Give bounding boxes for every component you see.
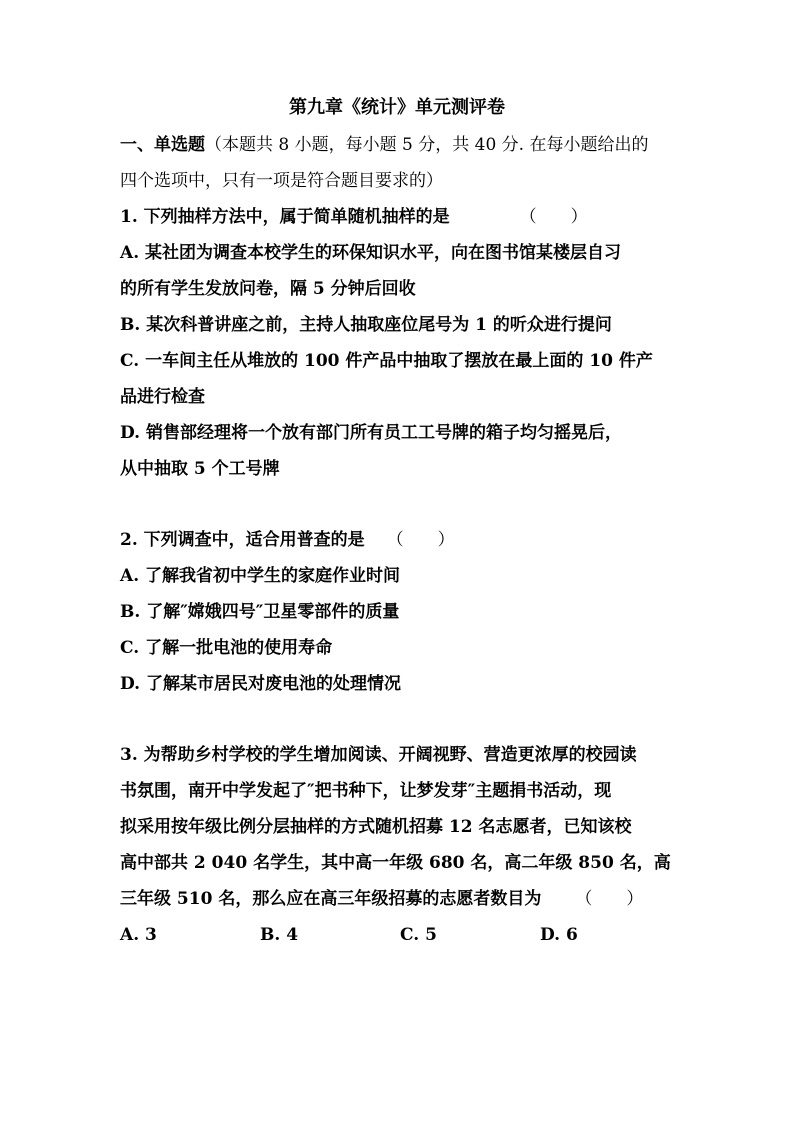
question-3-answer-paren: （ ） [575,889,644,909]
section-heading-line [120,131,690,159]
question-3-line-5-row [120,885,690,913]
question-2-answer-paren: （ ） [386,530,455,550]
question-1-option-d-2: 从中抽取 5 个工号牌 [120,459,280,479]
question-3-options [120,921,690,949]
section-instructions-2: 四个选项中，只有一项是符合题目要求的） [120,171,443,191]
question-2-stem-line [120,526,690,554]
question-1-option-b: B. 某次科普讲座之前，主持人抽取座位尾号为 1 的听众进行提问 [120,315,612,335]
question-3-option-c: C. 5 [400,925,437,945]
section-instructions-1: （本题共 8 小题，每小题 5 分，共 40 分. 在每小题给出的 [205,135,649,155]
question-1-option-d-1: D. 销售部经理将一个放有部门所有员工工号牌的箱子均匀摇晃后， [120,423,622,443]
section-heading: 一、单选题 [120,135,205,155]
question-3-line-2: 书氛围，南开中学发起了″把书种下，让梦发芽″主题捐书活动，现 [120,781,612,801]
question-3-line-5: 三年级 510 名，那么应在高三年级招募的志愿者数目为 [120,889,542,909]
question-3-line-4: 高中部共 2 040 名学生，其中高一年级 680 名，高二年级 850 名，高 [120,853,671,873]
question-2-option-d: D. 了解某市居民对废电池的处理情况 [120,674,401,694]
question-1-answer-paren: （ ） [519,207,588,227]
question-1-stem: 1. 下列抽样方法中，属于简单随机抽样的是 [120,207,450,227]
question-1-stem-line [120,203,690,231]
question-2-option-a: A. 了解我省初中学生的家庭作业时间 [120,566,401,586]
question-2-option-b: B. 了解″嫦娥四号″卫星零部件的质量 [120,602,400,622]
question-3-line-1: 3. 为帮助乡村学校的学生增加阅读、开阔视野、营造更浓厚的校园读 [120,745,637,765]
question-2-stem: 2. 下列调查中，适合用普查的是 [120,530,365,550]
question-2-option-c: C. 了解一批电池的使用寿命 [120,638,333,658]
question-3-line-3: 拟采用按年级比例分层抽样的方式随机招募 12 名志愿者，已知该校 [120,817,632,837]
page-title: 第九章《统计》单元测评卷 [289,97,505,118]
question-1-option-a-2: 的所有学生发放问卷，隔 5 分钟后回收 [120,279,416,299]
question-3-option-b: B. 4 [260,925,299,945]
question-1-option-c-1: C. 一车间主任从堆放的 100 件产品中抽取了摆放在最上面的 10 件产 [120,351,653,371]
question-1-option-a-1: A. 某社团为调查本校学生的环保知识水平，向在图书馆某楼层自习 [120,243,622,263]
question-3-option-a: A. 3 [120,925,157,945]
question-1-option-c-2: 品进行检查 [120,387,205,407]
question-3-option-d: D. 6 [540,925,578,945]
